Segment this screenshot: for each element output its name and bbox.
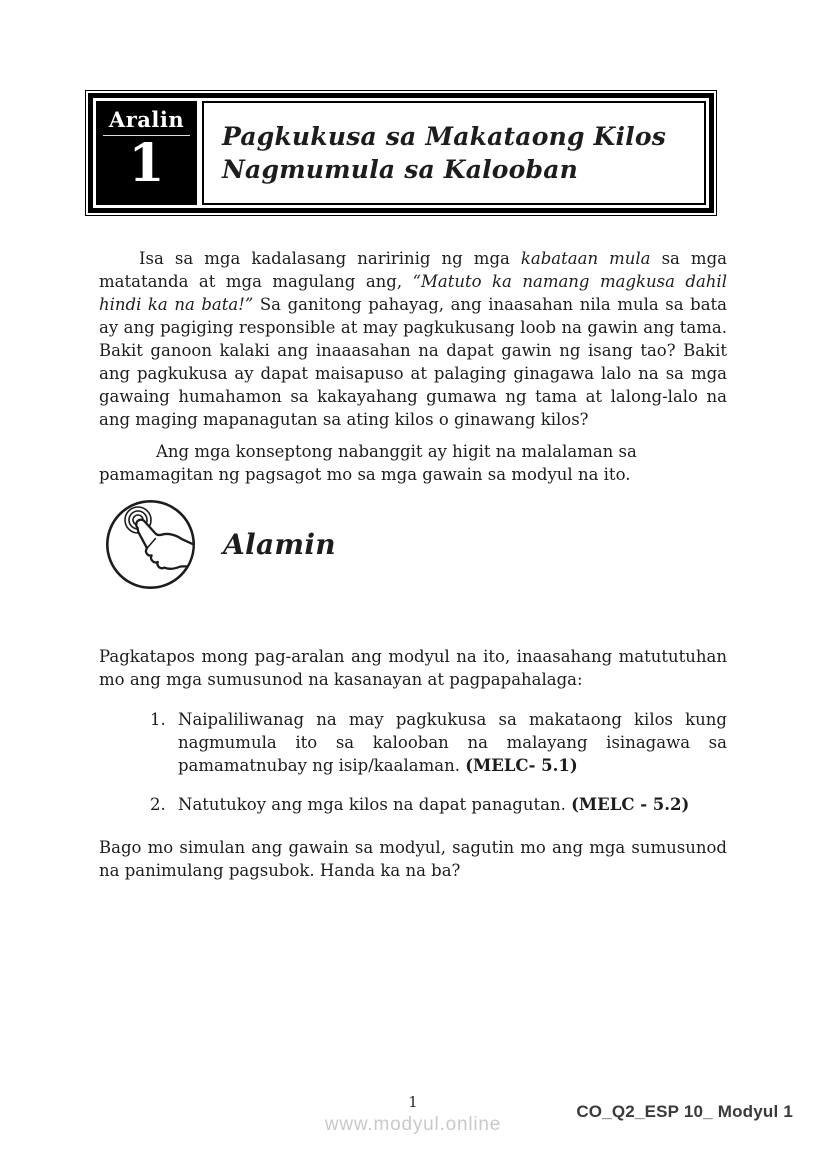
objective-2-body: Natutukoy ang mga kilos na dapat panagutan. [178, 794, 572, 814]
lesson-title-box [202, 101, 706, 205]
lesson-label: Aralin [103, 107, 190, 136]
intro-p1-seg5: Sa ganitong pahayag, ang inaasahan nila mula sa bata ay ang pagiging responsible at may pagkukusang loob na gawin ang tama. Bakit ganoon kalaki ang inaaasahan na dapat gawin ng isang tao? Bakit ang pagkukusa ay dapat maisapuso at palaging ginagawa lalo na sa mga gawaing humahamon sa kakayahang gumawa ng tama at lalong-lalo na ang maging mapanagutan sa ating kilos o ginawang kilos? [99, 295, 728, 429]
section-alamin-banner [99, 498, 727, 591]
intro-p1-seg3: sa mga matatanda at mga magulang ang, [99, 249, 727, 291]
intro-paragraph-1 [99, 247, 727, 431]
objective-1-melc-code: (MELC- 5.1) [465, 755, 578, 775]
site-watermark: www.modyul.online [324, 1114, 502, 1135]
intro-p1-seg1: Isa sa mga kadalasang naririnig ng mga [139, 249, 521, 268]
intro-p1-seg2-italic: kabataan mula [520, 249, 651, 268]
lesson-number: 1 [128, 133, 165, 194]
objective-2-number: 2. [150, 794, 166, 814]
intro-p1-quote-italic: “Matuto ka namang magkusa dahil hindi ka na bata!” [99, 272, 727, 314]
objective-item-2 [99, 793, 727, 816]
objectives-intro: Pagkatapos mong pag-aralan ang modyul na ito, inaasahang matututuhan mo ang mga sumusunod na kasanayan at pagpapahalaga: [99, 647, 727, 689]
objectives-outro: Bago mo simulan ang gawain sa modyul, sagutin mo ang mga sumusunod na panimulang pagsubok. Handa ka na ba? [99, 837, 727, 880]
intro-paragraph-2: Ang mga konseptong nabanggit ay higit na malalaman sa pamamagitan ng pagsagot mo sa mga gawain sa modyul na ito. [99, 442, 637, 484]
objective-1-number: 1. [150, 709, 166, 729]
objective-item-1 [99, 708, 727, 777]
objective-1-text [178, 708, 727, 777]
lesson-title-line2: Nagmumula sa Kalooban [222, 155, 578, 184]
lesson-title-line1: Pagkukusa sa Makataong Kilos [222, 122, 667, 151]
lesson-header-banner [88, 93, 714, 213]
section-title-alamin: Alamin [223, 528, 336, 561]
lesson-number-box [96, 101, 197, 205]
tap-hand-icon [104, 498, 197, 591]
objective-1-body: Naipaliliwanag na may pagkukusa sa makataong kilos kung nagmumula ito sa kalooban na malayang isinagawa sa pamamatnubay ng isip/kaalaman. [178, 709, 727, 775]
page-number: 1 [408, 1093, 418, 1111]
objective-2-text [178, 793, 727, 816]
objective-2-melc-code: (MELC - 5.2) [571, 794, 690, 814]
document-code: CO_Q2_ESP 10_ Modyul 1 [576, 1102, 793, 1121]
